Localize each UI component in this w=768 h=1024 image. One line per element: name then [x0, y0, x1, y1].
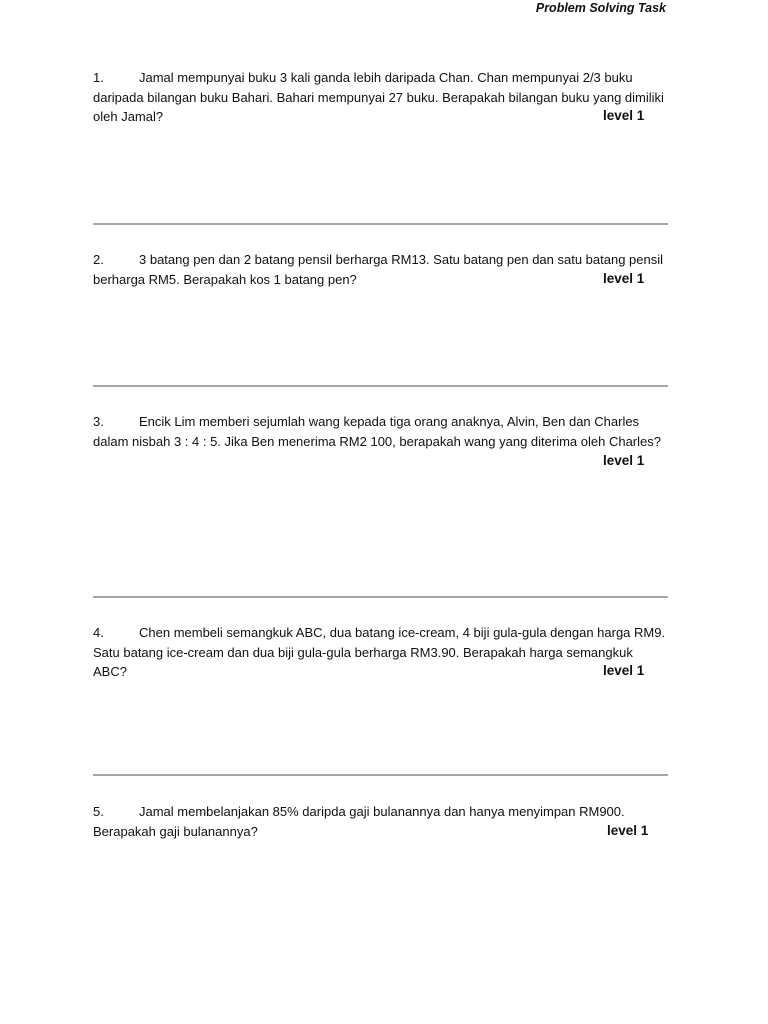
question-4-body: Chen membeli semangkuk ABC, dua batang ice-cream, 4 biji gula-gula dengan harga RM9. Satu batang ice-cream dan dua biji gula-gula berharga RM3.90. Berapakah harga semangkuk ABC?	[93, 625, 666, 679]
question-2-text	[93, 250, 669, 289]
question-5-body: Jamal membelanjakan 85% daripda gaji bulanannya dan hanya menyimpan RM900. Berapakah gaji bulanannya?	[93, 804, 625, 839]
question-1-level: level 1	[603, 108, 645, 123]
question-1-body: Jamal mempunyai buku 3 kali ganda lebih daripada Chan. Chan mempunyai 2/3 buku daripada bilangan buku Bahari. Bahari mempunyai 27 buku. Berapakah bilangan buku yang dimiliki oleh Jamal?	[93, 70, 664, 124]
question-3-body: Encik Lim memberi sejumlah wang kepada tiga orang anaknya, Alvin, Ben dan Charles dalam nisbah 3 : 4 : 5. Jika Ben menerima RM2 100, berapakah wang yang diterima oleh Charles?	[93, 414, 661, 449]
question-4-level: level 1	[603, 663, 645, 678]
question-3-text	[93, 412, 669, 451]
divider-1	[93, 223, 668, 225]
question-2	[93, 250, 669, 289]
question-1	[93, 68, 669, 127]
question-4-text	[93, 623, 669, 682]
question-3-number: 3.	[93, 414, 104, 429]
question-5-text	[93, 802, 669, 841]
question-3-level: level 1	[603, 453, 645, 468]
question-1-number: 1.	[93, 70, 104, 85]
divider-2	[93, 385, 668, 387]
question-3	[93, 412, 669, 451]
divider-3	[93, 596, 668, 598]
question-5-number: 5.	[93, 804, 104, 819]
question-5-level: level 1	[607, 823, 649, 838]
question-2-number: 2.	[93, 252, 104, 267]
document-header: Problem Solving Task	[535, 1, 666, 15]
question-4	[93, 623, 669, 682]
question-5	[93, 802, 669, 841]
question-2-body: 3 batang pen dan 2 batang pensil berharga RM13. Satu batang pen dan satu batang pensil berharga RM5. Berapakah kos 1 batang pen?	[93, 252, 664, 287]
question-1-text	[93, 68, 669, 127]
question-4-number: 4.	[93, 625, 104, 640]
question-2-level: level 1	[603, 271, 645, 286]
divider-4	[93, 774, 668, 776]
